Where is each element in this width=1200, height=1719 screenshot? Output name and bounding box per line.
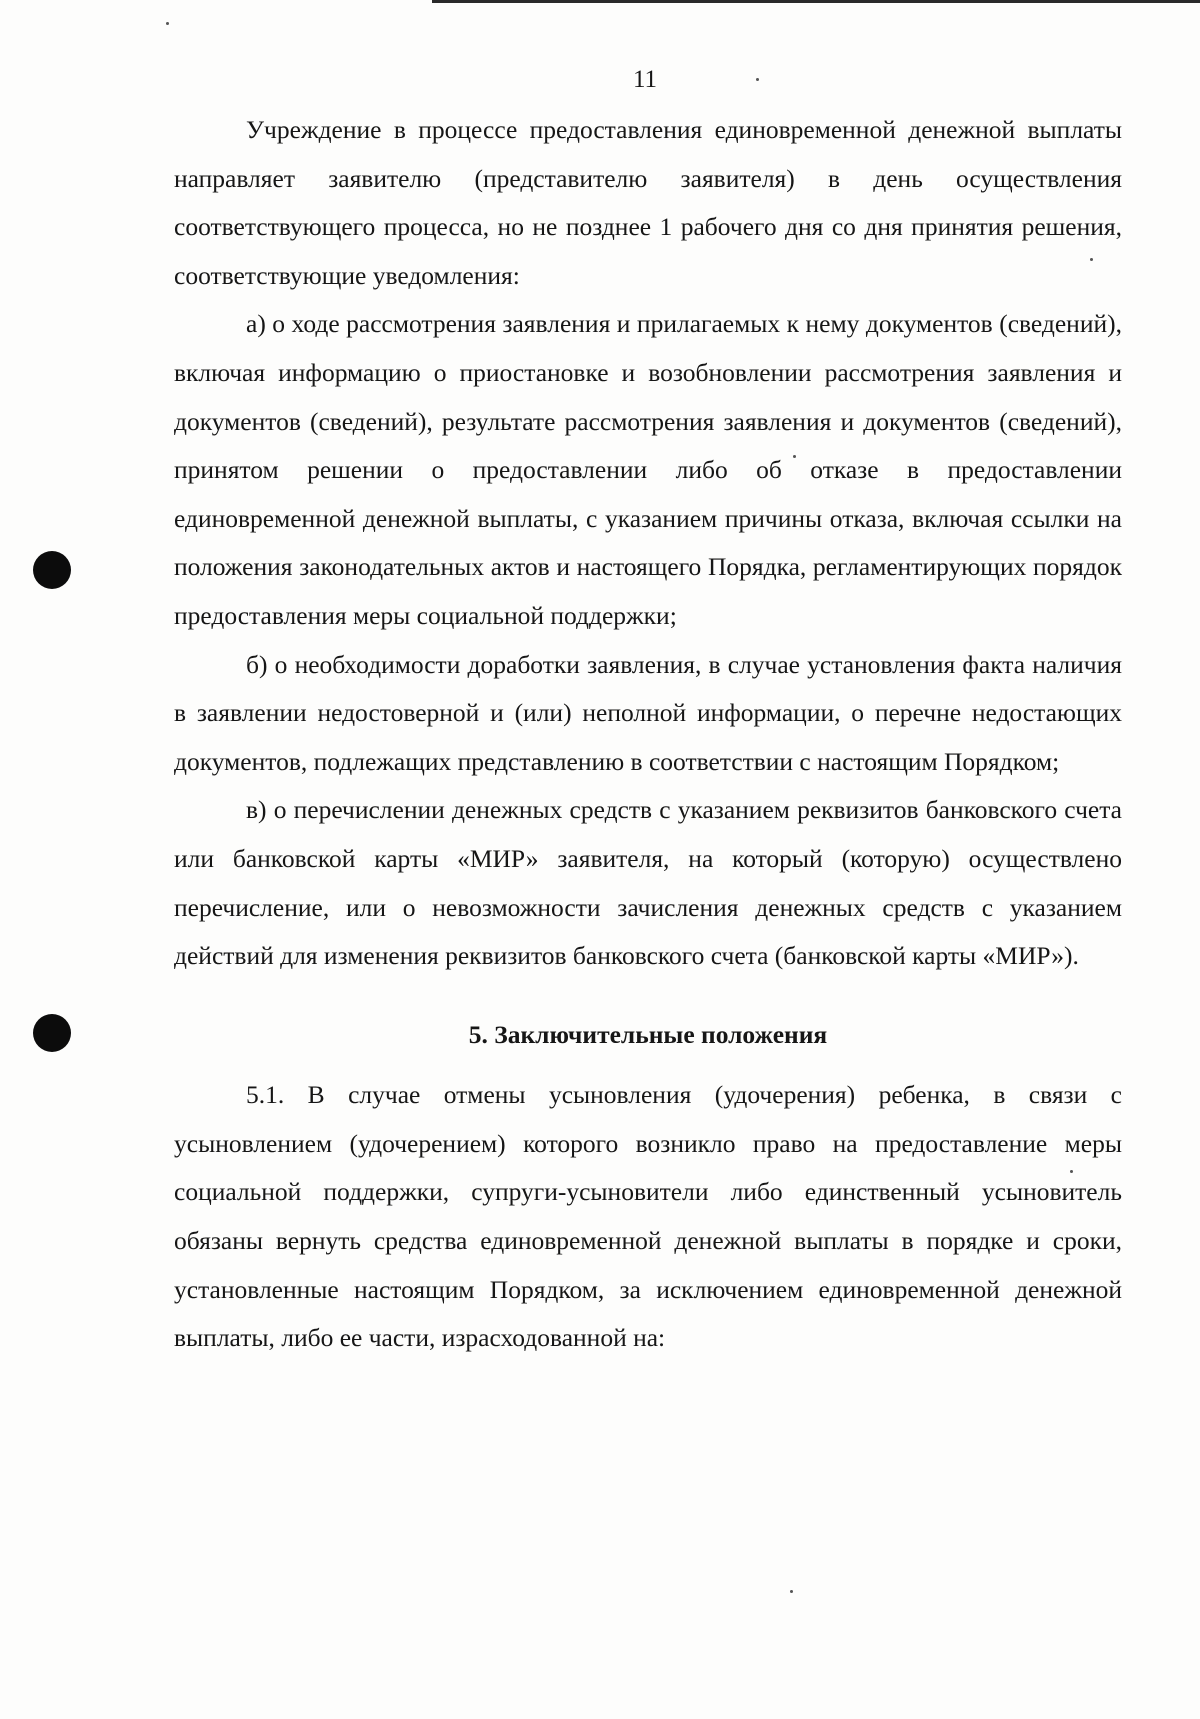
paragraph-5-1: 5.1. В случае отмены усыновления (удочерения) ребенка, в связи с усыновлением (удочерением) которого возникло право на предоставление меры социальной поддержки, супруги-усыновители либо единственный усыновитель обязаны вернуть средства единовременной денежной выплаты в порядке и сроки, установленные настоящим Порядком, за исключением единовременной денежной выплаты, либо ее части, израсходованной на: bbox=[174, 1080, 1122, 1353]
top-edge-line bbox=[432, 0, 1200, 3]
document-body bbox=[174, 106, 1122, 1363]
page-number: 11 bbox=[632, 66, 658, 93]
paragraph-item-a: а) о ходе рассмотрения заявления и прилагаемых к нему документов (сведений), включая информацию о приостановке и возобновлении рассмотрения заявления и документов (сведений), результате рассмотрения заявления и документов (сведений), принятом решении о предоставлении либо об отказе в предоставлении единовременной денежной выплаты, с указанием причины отказа, включая ссылки на положения законодательных актов и настоящего Порядка, регламентирующих порядок предоставления меры социальной поддержки; bbox=[174, 309, 1122, 630]
paragraph-item-b: б) о необходимости доработки заявления, в случае установления факта наличия в заявлении недостоверной и (или) неполной информации, о перечне недостающих документов, подлежащих представлению в соответствии с настоящим Порядком; bbox=[174, 649, 1122, 776]
punch-hole-mark bbox=[33, 551, 71, 589]
scan-speck bbox=[166, 22, 169, 25]
punch-hole-mark bbox=[33, 1014, 71, 1052]
paragraph-intro: Учреждение в процессе предоставления единовременной денежной выплаты направляет заявителю (представителю заявителя) в день осуществления соответствующего процесса, но не позднее 1 рабочего дня со дня принятия решения, соответствующие уведомления: bbox=[174, 115, 1122, 290]
scan-speck bbox=[790, 1590, 793, 1593]
paragraph-item-v: в) о перечислении денежных средств с указанием реквизитов банковского счета или банковской карты «МИР» заявителя, на который (которую) осуществлено перечисление, или о невозможности зачисления денежных средств с указанием действий для изменения реквизитов банковского счета (банковской карты «МИР»). bbox=[174, 795, 1122, 971]
section-heading: 5. Заключительные положения bbox=[468, 1019, 828, 1049]
